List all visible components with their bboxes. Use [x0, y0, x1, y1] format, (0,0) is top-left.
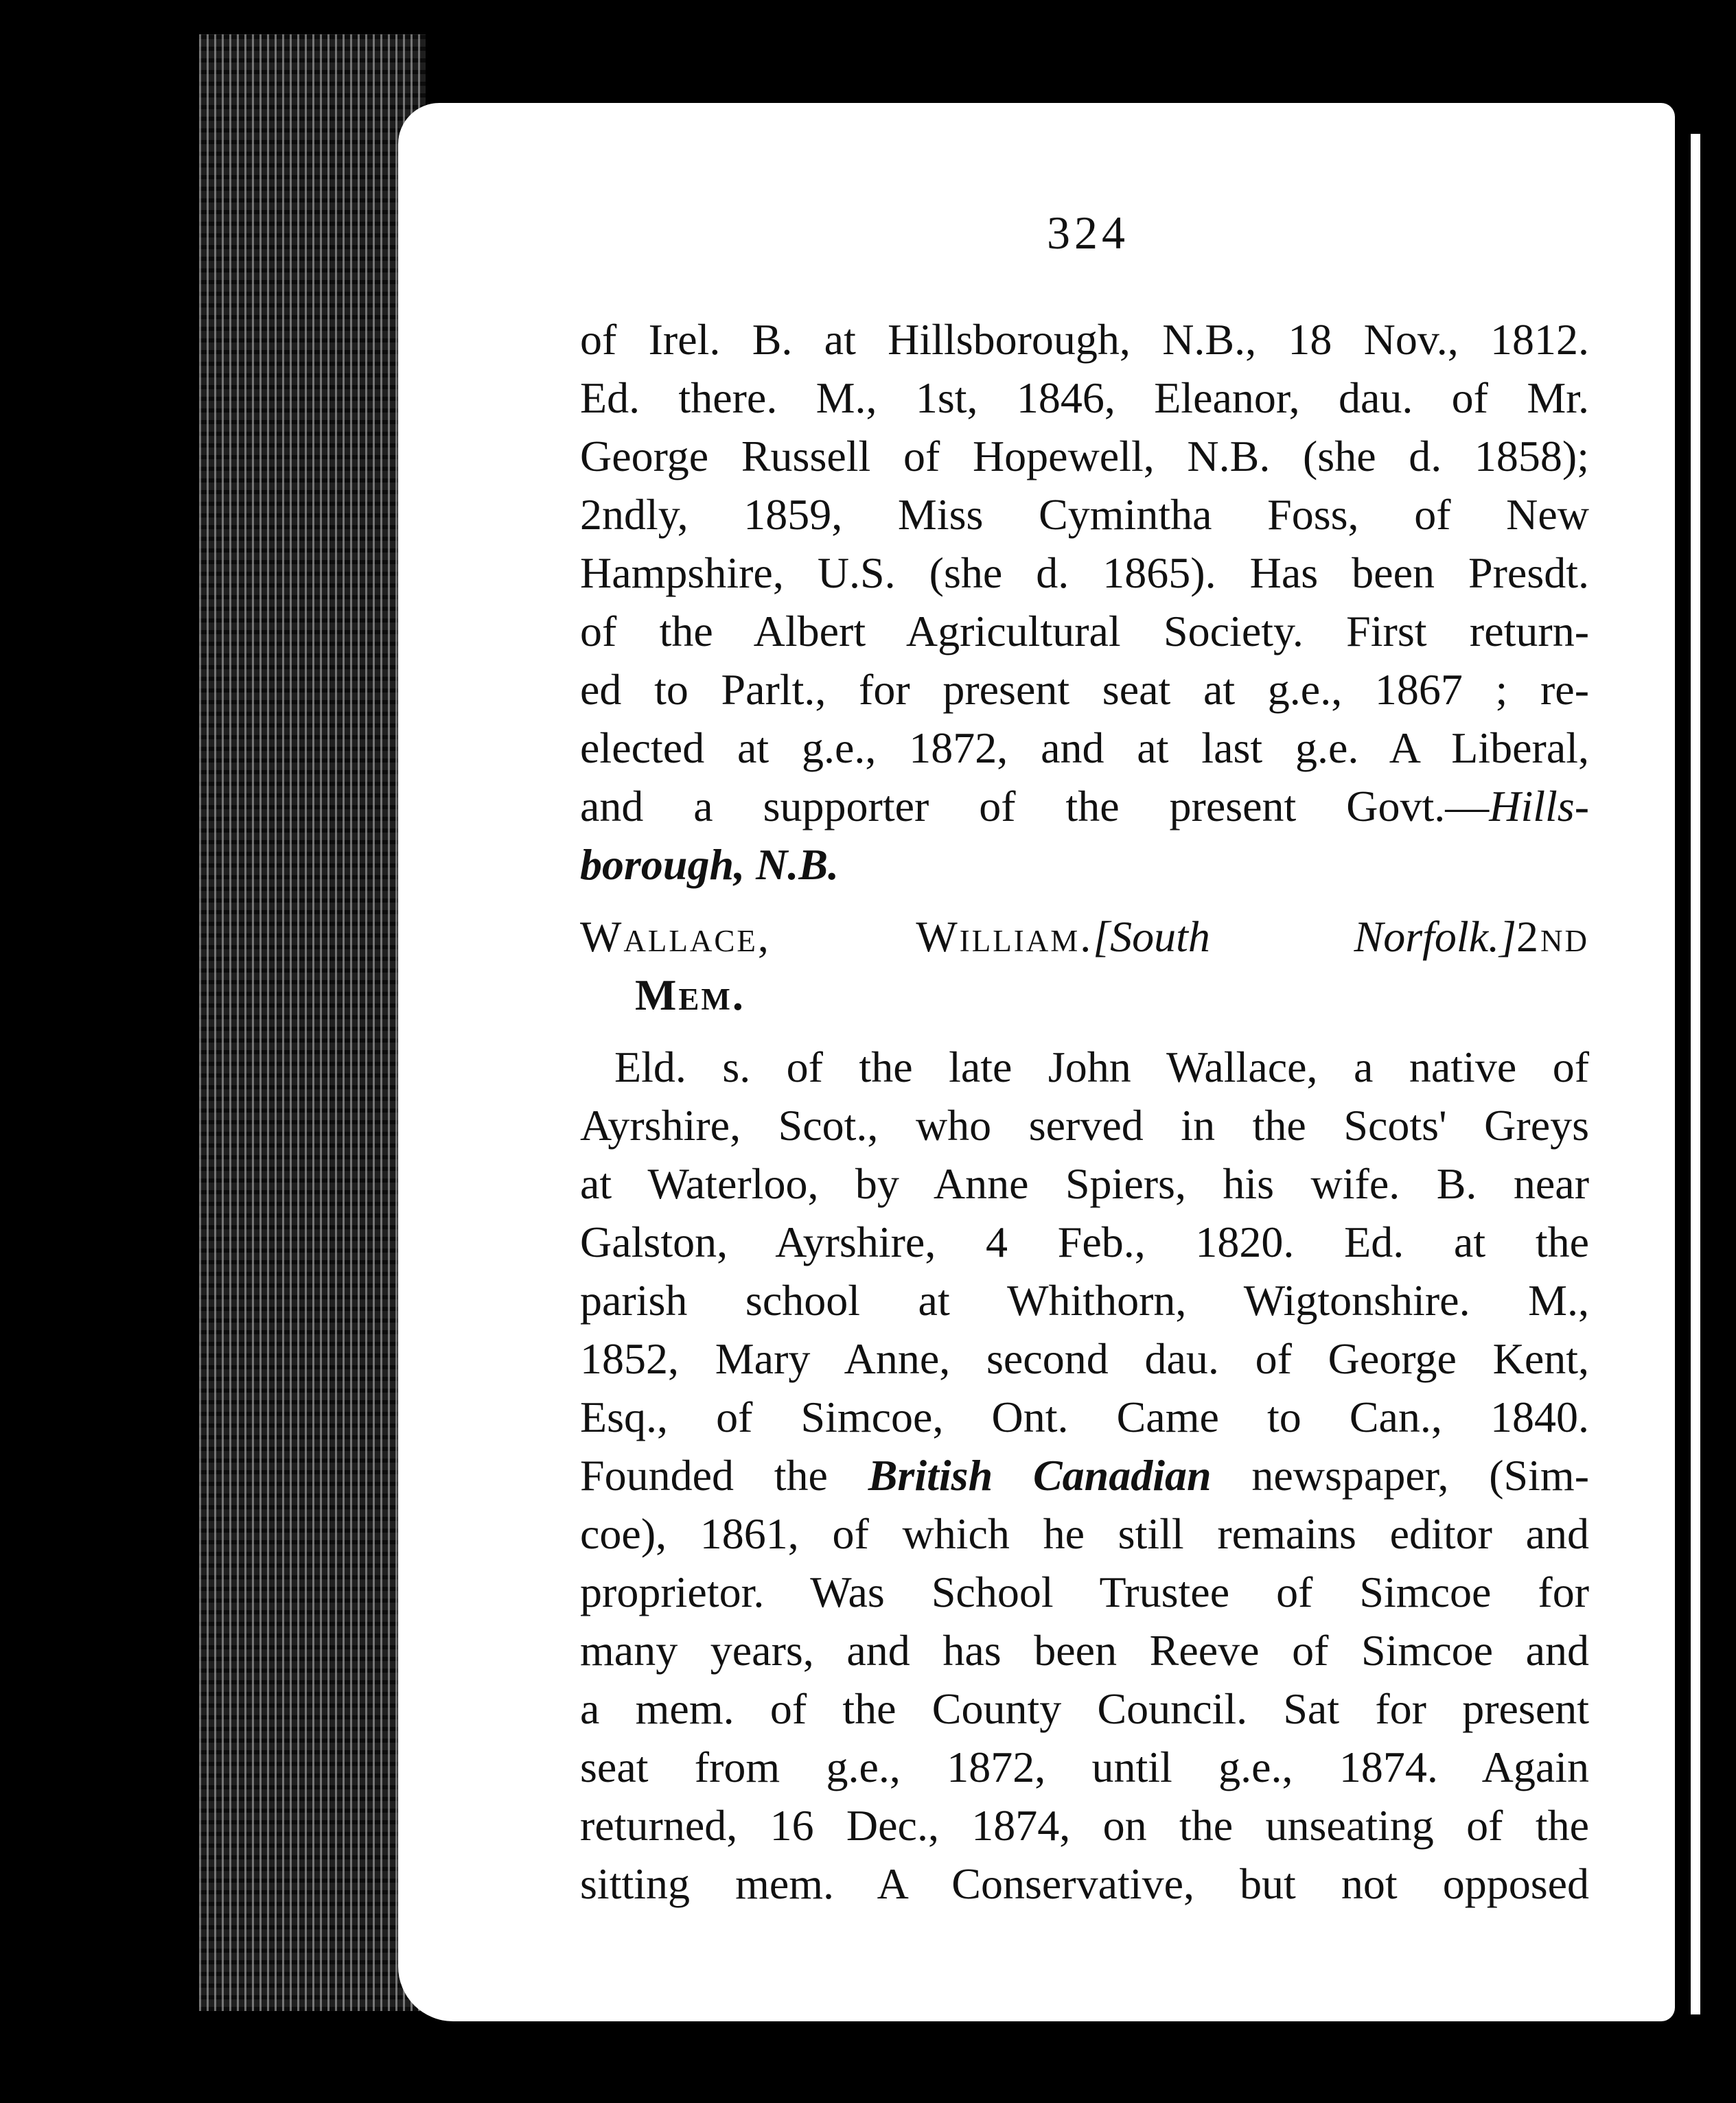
next-page-edge	[1691, 134, 1700, 2014]
text-fragment: newspaper, (Sim-	[1211, 1451, 1590, 1500]
text-line: elected at g.e., 1872, and at last g.e. A Liberal,	[580, 723, 1589, 772]
text-line: Hampshire, U.S. (she d. 1865). Has been Presdt.	[580, 548, 1589, 597]
constituency: [South Norfolk.]	[1093, 912, 1516, 961]
text-line: Esq., of Simcoe, Ont. Came to Can., 1840.	[580, 1393, 1589, 1441]
text-line: seat from g.e., 1872, until g.e., 1874. Again	[580, 1743, 1589, 1791]
page-number: 324	[1047, 207, 1129, 259]
text-line: coe), 1861, of which he still remains editor and	[580, 1509, 1589, 1558]
text-line: returned, 16 Dec., 1874, on the unseating of the	[580, 1801, 1589, 1850]
heading-mem: Mem.	[635, 971, 745, 1019]
place-name-italic: Hills-	[1489, 782, 1589, 830]
text-line: Ayrshire, Scot., who served in the Scots' Greys	[580, 1101, 1589, 1150]
text-line	[580, 837, 1589, 892]
text-line: of the Albert Agricultural Society. First return-	[580, 607, 1589, 655]
entry-heading	[580, 909, 1589, 964]
text-line: Galston, Ayrshire, 4 Feb., 1820. Ed. at the	[580, 1218, 1589, 1266]
text-line: parish school at Whithorn, Wigtonshire. M.,	[580, 1276, 1589, 1325]
text-line: of Irel. B. at Hillsborough, N.B., 18 Nov., 1812.	[580, 315, 1589, 364]
text-line	[580, 1448, 1589, 1503]
book-fore-edge	[199, 34, 426, 2011]
text-line	[580, 779, 1589, 834]
text-line: 1852, Mary Anne, second dau. of George Kent,	[580, 1334, 1589, 1383]
text-line: 2ndly, 1859, Miss Cymintha Foss, of New	[580, 490, 1589, 539]
text-line: a mem. of the County Council. Sat for present	[580, 1684, 1589, 1733]
place-name-italic: borough, N.B.	[580, 840, 839, 889]
heading-suffix: 2nd	[1516, 912, 1589, 961]
entry-heading-line2	[635, 968, 1589, 1023]
newspaper-name: British Canadian	[868, 1451, 1212, 1500]
text-line: at Waterloo, by Anne Spiers, his wife. B. near	[580, 1159, 1589, 1208]
text-line: many years, and has been Reeve of Simcoe and	[580, 1626, 1589, 1675]
text-line: Ed. there. M., 1st, 1846, Eleanor, dau. of Mr.	[580, 373, 1589, 422]
text-line: ed to Parlt., for present seat at g.e., 1867 ; re-	[580, 665, 1589, 714]
member-name: Wallace, William.	[580, 912, 1093, 961]
text-line: George Russell of Hopewell, N.B. (she d. 1858);	[580, 432, 1589, 480]
text-line: proprietor. Was School Trustee of Simcoe for	[580, 1568, 1589, 1616]
text-fragment: and a supporter of the present Govt.—	[580, 782, 1490, 830]
text-line: sitting mem. A Conservative, but not opposed	[580, 1859, 1589, 1908]
text-fragment: Founded the	[580, 1451, 868, 1500]
text-line: Eld. s. of the late John Wallace, a native of	[614, 1043, 1589, 1091]
